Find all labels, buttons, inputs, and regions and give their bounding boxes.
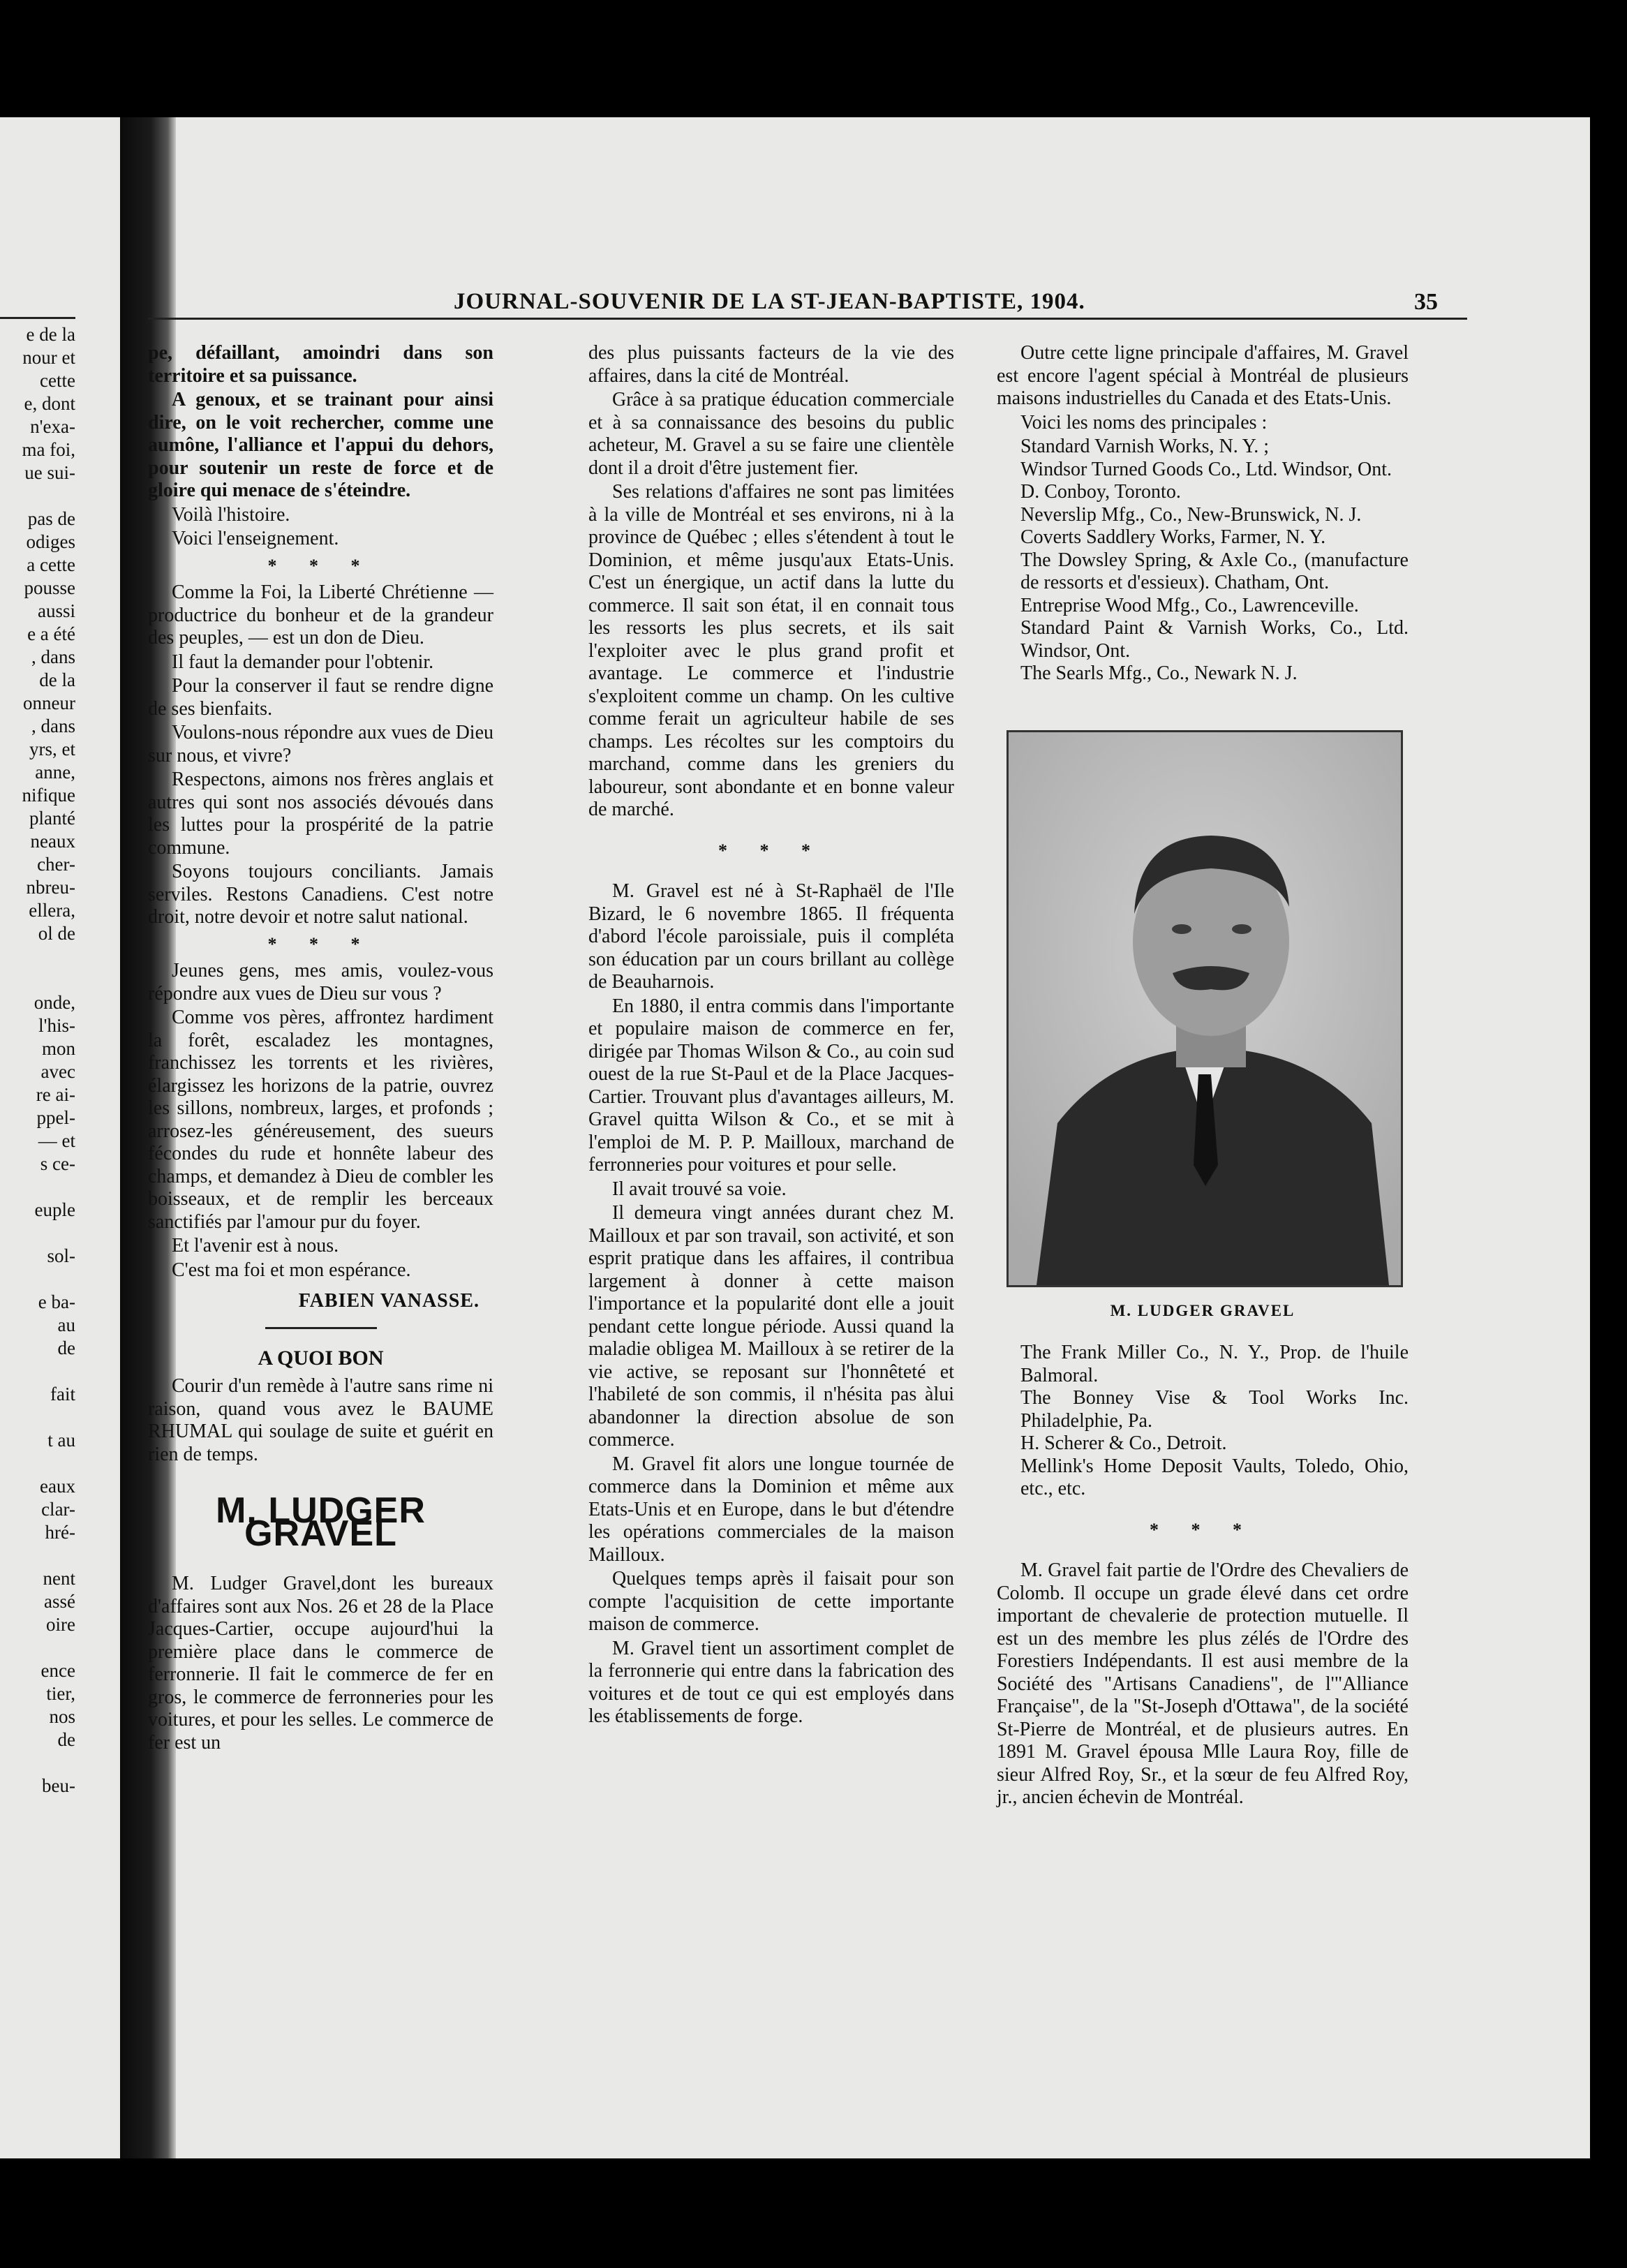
article-title: M. LUDGER GRAVEL <box>216 1490 426 1554</box>
paragraph: Voici l'enseignement. <box>172 528 339 549</box>
previous-column-line: onde, <box>34 992 75 1013</box>
paragraph: Et l'avenir est à nous. <box>172 1235 339 1257</box>
previous-column-line: de la <box>39 669 75 690</box>
previous-column-line: s ce- <box>40 1153 75 1174</box>
advert-title: A QUOI BON <box>258 1346 384 1370</box>
previous-column-line: planté <box>29 808 75 829</box>
previous-column-line: , dans <box>31 646 75 667</box>
paragraph: Voilà l'histoire. <box>172 503 290 526</box>
previous-column-line: ma foi, <box>22 439 75 460</box>
portrait-caption: M. LUDGER GRAVEL <box>1110 1301 1295 1319</box>
previous-column-line: assé <box>44 1591 75 1612</box>
section-separator: * * * <box>718 840 824 861</box>
previous-column-line: eaux <box>40 1476 75 1497</box>
previous-page-rule <box>0 317 75 319</box>
previous-column-line: ue sui- <box>24 462 75 483</box>
paragraph: des plus puissants facteurs de la vie des affaires, dans la cité de Montréal. <box>588 342 954 387</box>
previous-column-line <box>0 945 75 968</box>
paragraph: M. Ludger Gravel,dont les bureaux d'affaires sont aux Nos. 26 et 28 de la Place Jacques-Cartier, occupe aujourd'hui la première place dans le commerce de ferronnerie. Il fait le commerce de fer en gros, le commerce de ferronneries pour les voitures, et pour les selles. Le commerce de fer est un <box>148 1573 493 1754</box>
previous-column-line: l'his- <box>38 1015 75 1036</box>
previous-column-line: ol de <box>38 923 75 944</box>
previous-column-line: au <box>57 1314 75 1335</box>
paragraph: A genoux, et se trainant pour ainsi dire, on le voit rechercher, comme une aumône, l'alliance et l'appui du dehors, pour soutenir un reste de force et de gloire qui menace de s'éteindre. <box>148 389 493 501</box>
column-3 <box>997 342 1409 1811</box>
page-header: JOURNAL-SOUVENIR DE LA ST-JEAN-BAPTISTE, 1904. <box>454 289 1085 314</box>
newspaper-page <box>0 117 1590 2158</box>
previous-column-line: yrs, et <box>29 739 75 759</box>
previous-column-line: beu- <box>42 1775 75 1796</box>
previous-column-line <box>0 1406 75 1429</box>
previous-column-line <box>0 1222 75 1245</box>
paragraph: Outre cette ligne principale d'affaires, M. Gravel est encore l'agent spécial à Montréal de plusieurs maisons industrielles du Canada et des Etats-Unis. <box>997 342 1409 409</box>
paragraph: Comme la Foi, la Liberté Chrétienne — productrice du bonheur et de la grandeur des peuples, — est un don de Dieu. <box>148 581 493 648</box>
paragraph: Il faut la demander pour l'obtenir. <box>172 651 434 673</box>
previous-column-line: aussi <box>38 600 75 621</box>
section-separator: * * * <box>1150 1519 1256 1540</box>
agency-list <box>997 436 1409 685</box>
header-rule <box>148 318 1467 320</box>
list-item: Standard Varnish Works, N. Y. ; <box>1020 436 1270 457</box>
list-item: Windsor Turned Goods Co., Ltd. Windsor, Ont. <box>1020 458 1392 480</box>
paragraph: C'est ma foi et mon espérance. <box>172 1259 411 1281</box>
list-item: Coverts Saddlery Works, Farmer, N. Y. <box>1020 526 1326 548</box>
previous-column-line: — et <box>38 1130 75 1151</box>
previous-column-line: oire <box>46 1614 75 1635</box>
previous-column-line: clar- <box>41 1499 75 1520</box>
previous-column-line: sol- <box>47 1245 75 1266</box>
previous-column-line: n'exa- <box>30 416 75 437</box>
previous-column-line <box>0 968 75 991</box>
list-item: Entreprise Wood Mfg., Co., Lawrenceville. <box>1020 594 1359 616</box>
column-2 <box>588 342 954 1730</box>
list-item: Mellink's Home Deposit Vaults, Toledo, Ohio, etc., etc. <box>1020 1455 1409 1499</box>
previous-column-line: cette <box>40 370 75 391</box>
previous-column-line: a cette <box>27 554 75 575</box>
divider <box>265 1327 377 1329</box>
previous-column-line: de <box>57 1729 75 1750</box>
previous-column-line: t au <box>47 1430 75 1451</box>
paragraph: Quelques temps après il faisait pour son compte l'acquisition de cette importante maison de commerce. <box>588 1568 954 1635</box>
column-1 <box>148 342 493 1756</box>
previous-column-line: anne, <box>35 762 75 783</box>
previous-column-line: euple <box>34 1199 75 1220</box>
paragraph: M. Gravel est né à St-Raphaël de l'Ile Bizard, le 6 novembre 1865. Il fréquenta d'abord l'école paroissiale, puis il compléta son éducation par un cours brillant au collège de Beauharnois. <box>588 880 954 993</box>
previous-column-line: odiges <box>26 531 75 552</box>
previous-column-line: nifique <box>22 785 75 806</box>
previous-column-line: nent <box>43 1568 75 1589</box>
previous-column-line <box>0 1544 75 1567</box>
list-item: Standard Paint & Varnish Works, Co., Ltd. Windsor, Ont. <box>1020 617 1409 662</box>
paragraph: Il avait trouvé sa voie. <box>612 1178 787 1200</box>
previous-column-line: ellera, <box>29 900 75 921</box>
previous-column-line: hré- <box>45 1522 75 1543</box>
list-item: Neverslip Mfg., Co., New-Brunswick, N. J. <box>1020 503 1362 526</box>
paragraph: Voulons-nous répondre aux vues de Dieu sur nous, et vivre? <box>148 722 493 766</box>
previous-column-line: de <box>57 1337 75 1358</box>
previous-column-line <box>0 1636 75 1659</box>
previous-column-line: nos <box>49 1706 75 1727</box>
paragraph: Respectons, aimons nos frères anglais et autres qui sont nos associés dévoués dans les luttes pour la prospérité de la patrie commune. <box>148 769 493 859</box>
previous-column-line: e, dont <box>24 393 75 414</box>
previous-column-line: nour et <box>22 347 75 368</box>
list-item: The Bonney Vise & Tool Works Inc. Philadelphie, Pa. <box>1020 1387 1409 1432</box>
paragraph: M. Gravel fait partie de l'Ordre des Chevaliers de Colomb. Il occupe un grade élevé dans cet ordre important de chevalerie de protection mutuelle. Il est un des membre les plus zélés de l'Ordre des Forestiers Indépendants. Il est ausi membre de la Société des "Artisans Canadiens", de l'"Alliance Française", de la "St-Joseph d'Ottawa", de la société St-Pierre de Montréal, et de plusieurs autres. En 1891 M. Gravel épousa Mlle Laura Roy, fille de sieur Alfred Roy, Sr., et la sœur de feu Alfred Roy, jr., ancien échevin de Montréal. <box>997 1559 1409 1808</box>
paragraph: Pour la conserver il faut se rendre digne de ses bienfaits. <box>148 675 493 720</box>
paragraph: pe, défaillant, amoindri dans son territoire et sa puissance. <box>148 342 493 387</box>
advert-text: Courir d'un remède à l'autre sans rime ni raison, quand vous avez le BAUME RHUMAL qui soulage de suite et guérit en rien de temps. <box>148 1375 493 1465</box>
previous-column-line: nbreu- <box>26 877 75 898</box>
portrait-photo <box>1006 730 1403 1287</box>
list-item: H. Scherer & Co., Detroit. <box>1020 1432 1227 1454</box>
previous-column-line: re ai- <box>36 1084 75 1105</box>
paragraph: Jeunes gens, mes amis, voulez-vous répondre aux vues de Dieu sur vous ? <box>148 960 493 1005</box>
previous-column-line: e a été <box>27 623 75 644</box>
previous-column-line: avec <box>40 1061 75 1082</box>
paragraph: M. Gravel tient un assortiment complet de la ferronnerie qui entre dans la fabrication des voitures et de tout ce qui est employés dans les établissements de forge. <box>588 1637 954 1727</box>
agency-list-continued <box>997 1342 1409 1501</box>
list-item: The Frank Miller Co., N. Y., Prop. de l'huile Balmoral. <box>1020 1342 1409 1386</box>
previous-column-line: pousse <box>24 577 75 598</box>
previous-column-line: e de la <box>26 324 75 345</box>
previous-column-line: pas de <box>27 508 75 529</box>
paragraph: M. Gravel fit alors une longue tournée de commerce dans la Dominion et même aux Etats-Unis et en Europe, dans le but d'étendre les opérations commerciales de la maison Mailloux. <box>588 1453 954 1566</box>
previous-column-line <box>0 1452 75 1475</box>
previous-column-line <box>0 1176 75 1199</box>
previous-column-line <box>0 1360 75 1383</box>
previous-column-line: tier, <box>46 1683 75 1704</box>
previous-column-line: neaux <box>30 831 75 852</box>
previous-column-line: onneur <box>23 692 75 713</box>
list-item: The Searls Mfg., Co., Newark N. J. <box>1020 662 1298 684</box>
section-separator: * * * <box>267 555 374 576</box>
author-signature: FABIEN VANASSE. <box>298 1290 480 1312</box>
paragraph: Ses relations d'affaires ne sont pas limitées à la ville de Montréal et ses environs, ni à la province de Québec ; elles s'étendent à tout le Dominion, et même jusqu'aux Etats-Unis. C'est un énergique, un actif dans la lutte du commerce. Il sait son état, il en connait tous les ressorts les plus secrets, et ils sait l'exploiter avec le plus grand profit et avantage. Le commerce et l'industrie s'exploitent comme un champ. On les cultive comme ferait un agriculteur habile de ses champs. Les récoltes sur les comptoirs du marchand, comme dans les greniers du laboureur, sont abondante et en bonne valeur de marché. <box>588 481 954 820</box>
list-item: The Dowsley Spring, & Axle Co., (manufacture de ressorts et d'essieux). Chatham, Ont. <box>1020 549 1409 593</box>
paragraph: En 1880, il entra commis dans l'importante et populaire maison de commerce en fer, dirigée par Thomas Wilson & Co., au coin sud ouest de la rue St-Paul et de la Place Jacques-Cartier. Trouvant plus d'avantages ailleurs, M. Gravel quitta Wilson & Co., et se mit à l'emploi de M. P. P. Mailloux, marchand de ferronneries pour voitures et pour selle. <box>588 995 954 1176</box>
page-number: 35 <box>1414 289 1438 315</box>
paragraph: Voici les noms des principales : <box>1020 411 1268 433</box>
previous-column-line: ppel- <box>36 1107 75 1128</box>
section-separator: * * * <box>267 933 374 954</box>
previous-column-line: , dans <box>31 716 75 736</box>
list-item: D. Conboy, Toronto. <box>1020 481 1181 503</box>
paragraph: Soyons toujours conciliants. Jamais serviles. Restons Canadiens. C'est notre droit, notre devoir et notre salut national. <box>148 861 493 928</box>
previous-column-line: e ba- <box>38 1291 75 1312</box>
previous-column-line: fait <box>50 1384 75 1404</box>
previous-column-line: ence <box>40 1660 75 1681</box>
paragraph: Comme vos pères, affrontez hardiment la forêt, escaladez les montagnes, franchissez les torrents et les rivières, élargissez les horizons de la patrie, ouvrez les sillons, nombreux, larges, et profonds ; arrosez-les généreusement, des sueurs fécondes du rude et honnête labeur des champs, et demandez à Dieu de combler les boisseaux, et de remplir les berceaux sanctifiés par l'amour pur du foyer. <box>148 1007 493 1233</box>
paragraph: Il demeura vingt années durant chez M. Mailloux et par son travail, son activité, et son esprit pratique dans les affaires, il contribua largement à donner à cette maison l'importance et la popularité dont elle a jouit pendant cette longue période. Aussi quand la maladie obligea M. Mailloux à se retirer de la vie active, se reposant sur l'honnêteté et l'habileté de son commis, il n'hésita pas àlui abandonner la direction absolue de son commerce. <box>588 1202 954 1451</box>
previous-column-line: cher- <box>37 854 75 875</box>
previous-page-column <box>0 323 75 1798</box>
previous-column-line <box>0 484 75 507</box>
previous-column-line <box>0 1268 75 1291</box>
previous-column-line: mon <box>41 1038 75 1059</box>
paragraph: Grâce à sa pratique éducation commerciale et à sa connaissance des besoins du public acheteur, M. Gravel a su se faire une clientèle dont il a droit d'être justement fier. <box>588 389 954 479</box>
previous-column-line <box>0 1751 75 1774</box>
